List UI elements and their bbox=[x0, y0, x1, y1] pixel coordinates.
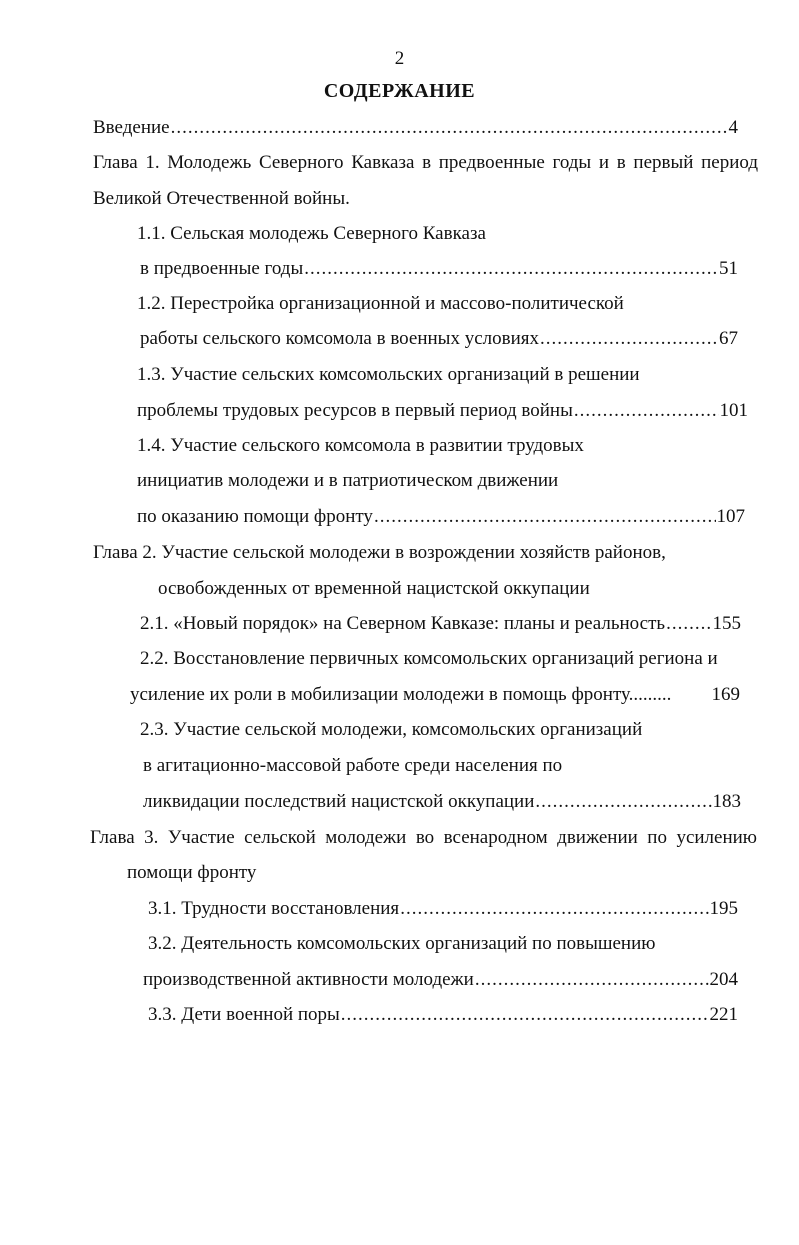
toc-entry-intro bbox=[93, 116, 738, 140]
toc-page-number: 195 bbox=[709, 898, 738, 919]
toc-entry-text: 3.3. Дети военной поры bbox=[148, 1004, 340, 1025]
toc-section-1-4-title-cont: инициатив молодежи и в патриотическом движении bbox=[137, 470, 559, 491]
toc-page-number: 169 bbox=[711, 684, 740, 705]
toc-section-1-2-title: 1.2. Перестройка организационной и массово-политической bbox=[137, 293, 624, 314]
toc-page-number: 67 bbox=[719, 328, 738, 349]
toc-page-number: 204 bbox=[709, 969, 738, 990]
toc-section-1-1-title: 1.1. Сельская молодежь Северного Кавказа bbox=[137, 223, 486, 244]
toc-chapter-3-title: Глава 3. Участие сельской молодежи во всенародном движении по усилению bbox=[90, 827, 757, 848]
leader-dots bbox=[171, 116, 728, 140]
toc-entry-1-1 bbox=[140, 257, 738, 281]
leader-dots bbox=[304, 257, 718, 281]
toc-entry-text: работы сельского комсомола в военных условиях bbox=[140, 328, 539, 349]
toc-page-number: 155 bbox=[712, 613, 741, 634]
toc-entry-2-3 bbox=[143, 790, 741, 814]
leader-dots bbox=[666, 612, 711, 636]
toc-entry-1-2 bbox=[140, 327, 738, 351]
page-number: 2 bbox=[394, 48, 405, 69]
toc-page-number: 183 bbox=[712, 791, 741, 812]
toc-entry-text: проблемы трудовых ресурсов в первый период войны bbox=[137, 400, 573, 421]
toc-entry-2-2 bbox=[130, 683, 740, 707]
toc-entry-3-3 bbox=[148, 1003, 738, 1027]
toc-section-2-2-title: 2.2. Восстановление первичных комсомольских организаций региона и bbox=[140, 648, 718, 669]
toc-entry-text: по оказанию помощи фронту bbox=[137, 506, 373, 527]
leader-dots bbox=[374, 505, 716, 529]
toc-page-number: 107 bbox=[716, 506, 745, 527]
toc-chapter-1-title: Глава 1. Молодежь Северного Кавказа в предвоенные годы и в первый период bbox=[93, 152, 758, 173]
toc-entry-text: 3.1. Трудности восстановления bbox=[148, 898, 400, 919]
leader-dots bbox=[535, 790, 711, 814]
toc-chapter-2-title-cont: освобожденных от временной нацистской оккупации bbox=[158, 578, 590, 599]
toc-entry-text: производственной активности молодежи bbox=[143, 969, 474, 990]
toc-chapter-2-title: Глава 2. Участие сельской молодежи в возрождении хозяйств районов, bbox=[93, 542, 666, 563]
leader-dots bbox=[475, 968, 709, 992]
leader-dots bbox=[341, 1003, 709, 1027]
leader-dots bbox=[400, 897, 708, 921]
toc-section-2-3-title-cont: в агитационно-массовой работе среди населения по bbox=[143, 755, 563, 776]
toc-section-1-4-title: 1.4. Участие сельского комсомола в развитии трудовых bbox=[137, 435, 584, 456]
toc-entry-3-1 bbox=[148, 897, 738, 921]
toc-page-number: 221 bbox=[709, 1004, 738, 1025]
toc-section-2-3-title: 2.3. Участие сельской молодежи, комсомольских организаций bbox=[140, 719, 643, 740]
toc-section-1-3-title: 1.3. Участие сельских комсомольских организаций в решении bbox=[137, 364, 640, 385]
leader-dots bbox=[574, 399, 719, 423]
toc-entry-3-2 bbox=[143, 968, 738, 992]
toc-entry-text: ликвидации последствий нацистской оккупации bbox=[143, 791, 535, 812]
toc-chapter-3-title-cont: помощи фронту bbox=[127, 862, 257, 883]
toc-entry-text: Введение bbox=[93, 117, 170, 138]
toc-entry-2-1 bbox=[140, 612, 741, 636]
toc-entry-text: в предвоенные годы bbox=[140, 258, 304, 279]
page-title: СОДЕРЖАНИЕ bbox=[323, 80, 476, 102]
toc-page-number: 51 bbox=[719, 258, 738, 279]
toc-entry-text: усиление их роли в мобилизации молодежи в помощь фронту......... bbox=[130, 684, 672, 705]
toc-page-number: 101 bbox=[719, 400, 748, 421]
toc-entry-text: 2.1. «Новый порядок» на Северном Кавказе: планы и реальность bbox=[140, 613, 666, 634]
leader-dots bbox=[540, 327, 718, 351]
toc-page-number: 4 bbox=[728, 117, 738, 138]
toc-entry-1-4 bbox=[137, 505, 745, 529]
toc-entry-1-3 bbox=[137, 399, 748, 423]
toc-chapter-1-title-cont: Великой Отечественной войны. bbox=[93, 188, 350, 209]
toc-section-3-2-title: 3.2. Деятельность комсомольских организаций по повышению bbox=[148, 933, 656, 954]
